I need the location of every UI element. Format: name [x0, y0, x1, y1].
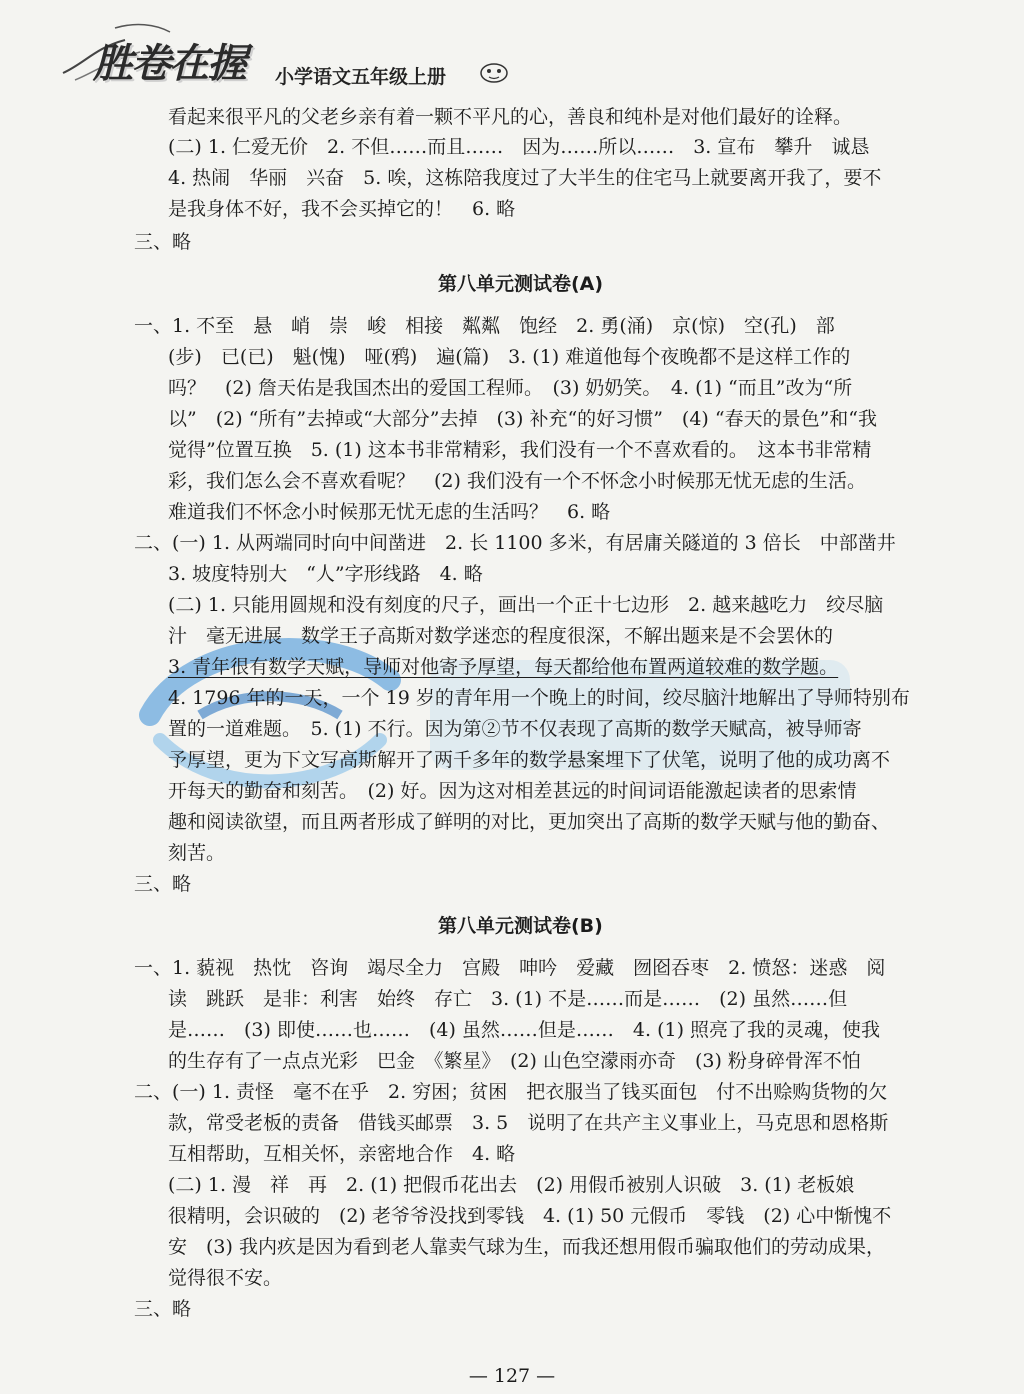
text-line: 三、略 [134, 231, 192, 253]
text-line: 4. 1796 年的一天，一个 19 岁的青年用一个晚上的时间，绞尽脑汁地解出了导师特别布 [168, 687, 910, 709]
text-line: (二) 1. 仁爱无价 2. 不但……而且…… 因为……所以…… 3. 宣布 攀升 诚恳 [168, 136, 870, 158]
book-subtitle: 小学语文五年级上册 [275, 66, 447, 88]
text-line: 是我身体不好，我不会买掉它的！ 6. 略 [168, 198, 516, 220]
text-line: 觉得”位置互换 5. (1) 这本书非常精彩，我们没有一个不喜欢看的。 这本书非常精 [168, 439, 872, 461]
cartoon-character-icon [477, 58, 511, 84]
text-line: (二) 1. 只能用圆规和没有刻度的尺子，画出一个正十七边形 2. 越来越吃力 绞尽脑 [168, 594, 884, 616]
text-line: (步) 已(已) 魁(愧) 哑(鸦) 遍(篇) 3. (1) 难道他每个夜晚都不是这样工作的 [168, 346, 851, 368]
text-line: 觉得很不安。 [168, 1267, 283, 1289]
text-line: 二、(一) 1. 责怪 毫不在乎 2. 穷困；贫困 把衣服当了钱买面包 付不出赊购货物的欠 [134, 1081, 888, 1103]
text-line: 互相帮助，互相关怀，亲密地合作 4. 略 [168, 1143, 516, 1165]
text-line: 看起来很平凡的父老乡亲有着一颗不平凡的心，善良和纯朴是对他们最好的诠释。 [168, 106, 853, 128]
text-line: 二、(一) 1. 从两端同时向中间凿进 2. 长 1100 多米，有居庸关隧道的 3 倍长 中部凿井 [134, 532, 896, 554]
text-line: 4. 热闹 华丽 兴奋 5. 唉，这栋陪我度过了大半生的住宅马上就要离开我了，要不 [168, 167, 882, 189]
text-line: 一、1. 不至 悬 峭 崇 峻 相接 粼粼 饱经 2. 勇(涌) 京(惊) 空(孔) 部 [134, 315, 835, 337]
text-line: 读 跳跃 是非：利害 始终 存亡 3. (1) 不是……而是…… (2) 虽然……但 [168, 988, 848, 1010]
text-line: 3. 坡度特别大 “人”字形线路 4. 略 [168, 563, 483, 585]
text-line: 安 (3) 我内疚是因为看到老人靠卖气球为生，而我还想用假币骗取他们的劳动成果， [168, 1236, 885, 1258]
text-line: 款，常受老板的责备 借钱买邮票 3. 5 说明了在共产主义事业上，马克思和恩格斯 [168, 1112, 889, 1134]
text-line: 是…… (3) 即使……也…… (4) 虽然……但是…… 4. (1) 照亮了我的灵魂，使我 [168, 1019, 881, 1041]
text-line: 3. 青年很有数学天赋，导师对他寄予厚望，每天都给他布置两道较难的数学题。 [168, 656, 839, 678]
text-line: 以” (2) “所有”去掉或“大部分”去掉 (3) 补充“的好习惯” (4) “春天的景色”和“我 [168, 408, 877, 430]
text-line: 三、略 [134, 1298, 192, 1320]
text-line: 的生存有了一点点光彩 巴金 《繁星》 (2) 山色空濛雨亦奇 (3) 粉身碎骨浑不怕 [168, 1050, 861, 1072]
book-logo-title: 胜卷在握 [93, 41, 245, 87]
section-title-a: 第八单元测试卷(A) [438, 273, 604, 295]
text-line: 很精明，会识破的 (2) 老爷爷没找到零钱 4. (1) 50 元假币 零钱 (2) 心中惭愧不 [168, 1205, 892, 1227]
text-line: 刻苦。 [168, 842, 226, 864]
text-line: 趣和阅读欲望，而且两者形成了鲜明的对比，更加突出了高斯的数学天赋与他的勤奋、 [168, 811, 891, 833]
text-line: 一、1. 藐视 热忱 咨询 竭尽全力 宫殿 呻吟 爱藏 囫囵吞枣 2. 愤怒：迷惑 阅 [134, 957, 886, 979]
text-line: 置的一道难题。 5. (1) 不行。因为第②节不仅表现了高斯的数学天赋高，被导师寄 [168, 718, 862, 740]
text-line: 彩，我们怎么会不喜欢看呢？ (2) 我们没有一个不怀念小时候那无忧无虑的生活。 [168, 470, 866, 492]
section-title-b: 第八单元测试卷(B) [438, 915, 603, 937]
text-line: (二) 1. 漫 祥 再 2. (1) 把假币花出去 (2) 用假币被别人识破 3. (1) 老板娘 [168, 1174, 855, 1196]
text-line: 予厚望，更为下文写高斯解开了两千多年的数学悬案埋下了伏笔，说明了他的成功离不 [168, 749, 891, 771]
text-line: 三、略 [134, 873, 192, 895]
text-line: 吗？ (2) 詹天佑是我国杰出的爱国工程师。 (3) 奶奶笑。 4. (1) “而且”改为“所 [168, 377, 853, 399]
page-number: — 127 — [468, 1365, 556, 1387]
text-line: 开每天的勤奋和刻苦。 (2) 好。因为这对相差甚远的时间词语能激起读者的思索情 [168, 780, 857, 802]
text-line: 汁 毫无进展 数学王子高斯对数学迷恋的程度很深，不解出题来是不会罢休的 [168, 625, 834, 647]
text-line: 难道我们不怀念小时候那无忧无虑的生活吗？ 6. 略 [168, 501, 611, 523]
book-header [55, 18, 535, 93]
